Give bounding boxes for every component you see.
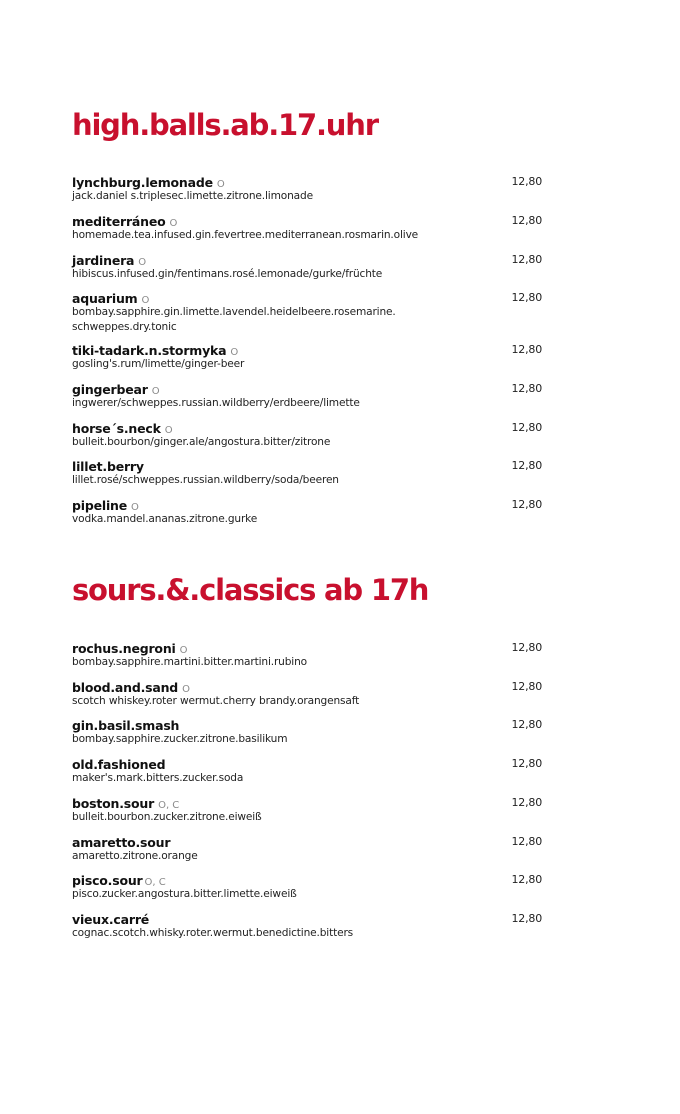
item-description: ingwerer/schweppes.russian.wildberry/erdbeere/limette	[72, 397, 360, 409]
section-title: sours.&.classics ab 17h	[72, 573, 429, 607]
item-name: lillet.berry	[72, 459, 144, 474]
item-name: pisco.sour	[72, 873, 143, 888]
item-description: bombay.sapphire.gin.limette.lavendel.heidelbeere.rosemarine.	[72, 306, 396, 318]
menu-item	[72, 756, 542, 786]
item-price: 12,80	[511, 680, 542, 693]
item-price: 12,80	[511, 912, 542, 925]
item-price: 12,80	[511, 757, 542, 770]
item-price: 12,80	[511, 253, 542, 266]
menu-item	[72, 213, 542, 243]
item-description: jack.daniel s.triplesec.limette.zitrone.limonade	[72, 190, 313, 202]
item-name: horse´s.neck	[72, 421, 161, 436]
item-description: vodka.mandel.ananas.zitrone.gurke	[72, 513, 258, 525]
item-name: old.fashioned	[72, 757, 166, 772]
item-price: 12,80	[511, 796, 542, 809]
menu-item	[72, 174, 542, 204]
item-price: 12,80	[511, 873, 542, 886]
item-description: gosling's.rum/limette/ginger-beer	[72, 358, 245, 370]
item-description: pisco.zucker.angostura.bitter.limette.eiweiß	[72, 888, 297, 900]
item-name: tiki-tadark.n.stormyka	[72, 343, 227, 358]
item-description: hibiscus.infused.gin/fentimans.rosé.lemonade/gurke/früchte	[72, 268, 383, 280]
item-tag: O	[169, 218, 178, 229]
menu-item	[72, 290, 542, 335]
menu-item	[72, 458, 542, 488]
menu-item	[72, 834, 542, 864]
menu-item	[72, 381, 542, 411]
item-price: 12,80	[511, 175, 542, 188]
menu-item	[72, 497, 542, 527]
item-tag: O	[179, 645, 188, 656]
item-name: pipeline	[72, 498, 128, 513]
item-price: 12,80	[511, 498, 542, 511]
item-name: rochus.negroni	[72, 641, 176, 656]
menu-item	[72, 717, 542, 747]
menu-item	[72, 252, 542, 282]
item-name: amaretto.sour	[72, 835, 171, 850]
item-description: bulleit.bourbon/ginger.ale/angostura.bitter/zitrone	[72, 436, 331, 448]
item-tag: O	[141, 295, 150, 306]
item-price: 12,80	[511, 214, 542, 227]
item-price: 12,80	[511, 641, 542, 654]
section-title: high.balls.ab.17.uhr	[72, 108, 378, 142]
item-tag: O	[230, 347, 239, 358]
item-tag: O	[131, 502, 139, 513]
menu-item	[72, 872, 542, 902]
item-tag: O, C	[144, 877, 166, 888]
item-name: gingerbear	[72, 382, 148, 397]
item-name: vieux.carré	[72, 912, 150, 927]
item-tag: O	[164, 425, 173, 436]
item-name: blood.and.sand	[72, 680, 179, 695]
item-description: cognac.scotch.whisky.roter.wermut.benedictine.bitters	[72, 927, 354, 939]
menu-item	[72, 795, 542, 825]
item-description: bombay.sapphire.martini.bitter.martini.rubino	[72, 656, 307, 668]
item-description: bulleit.bourbon.zucker.zitrone.eiweiß	[72, 811, 262, 823]
item-price: 12,80	[511, 459, 542, 472]
item-description: homemade.tea.infused.gin.fevertree.mediterranean.rosmarin.olive	[72, 229, 419, 241]
menu-item	[72, 679, 542, 709]
item-tag: O, C	[158, 800, 180, 811]
item-price: 12,80	[511, 343, 542, 356]
menu-item	[72, 420, 542, 450]
item-description: amaretto.zitrone.orange	[72, 850, 198, 862]
item-price: 12,80	[511, 835, 542, 848]
item-tag: O	[182, 684, 190, 695]
item-price: 12,80	[511, 382, 542, 395]
menu-item	[72, 911, 542, 941]
item-name: gin.basil.smash	[72, 718, 180, 733]
item-price: 12,80	[511, 291, 542, 304]
item-name: boston.sour	[72, 796, 155, 811]
item-description: scotch whiskey.roter wermut.cherry brandy.orangensaft	[72, 695, 360, 707]
item-name: mediterráneo	[72, 214, 166, 229]
item-name: jardinera	[72, 253, 135, 268]
item-tag: O	[151, 386, 160, 397]
item-tag: O	[138, 257, 147, 268]
item-name: aquarium	[72, 291, 138, 306]
item-description: lillet.rosé/schweppes.russian.wildberry/soda/beeren	[72, 474, 339, 486]
item-tag: O	[216, 179, 225, 190]
item-price: 12,80	[511, 718, 542, 731]
item-name: lynchburg.lemonade	[72, 175, 213, 190]
item-description: maker's.mark.bitters.zucker.soda	[72, 772, 244, 784]
item-description: bombay.sapphire.zucker.zitrone.basilikum	[72, 733, 288, 745]
menu-item	[72, 640, 542, 670]
menu-item	[72, 342, 542, 372]
item-price: 12,80	[511, 421, 542, 434]
item-description-line2: schweppes.dry.tonic	[72, 321, 177, 333]
